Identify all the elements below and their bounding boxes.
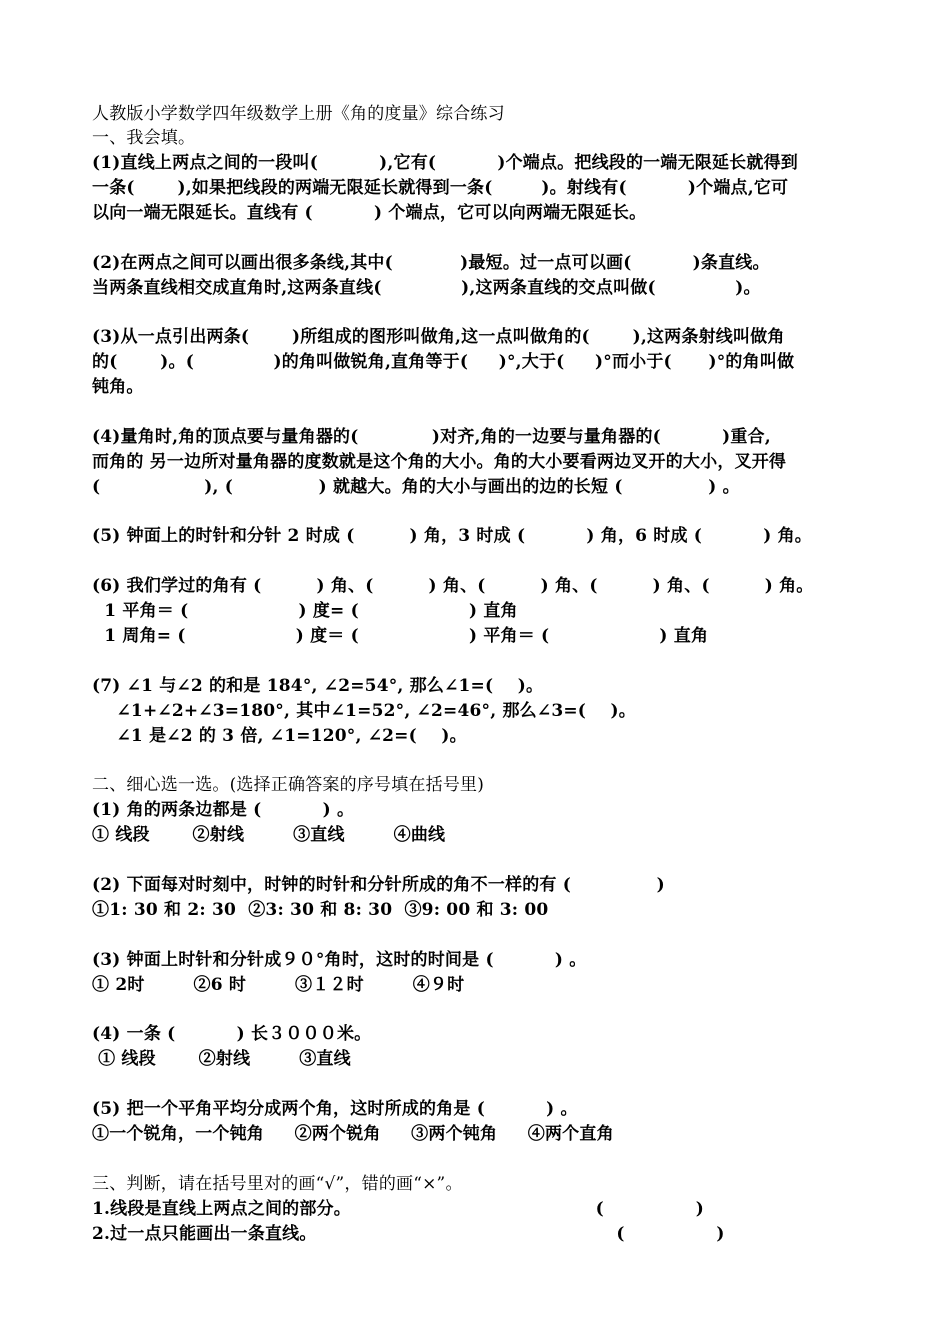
section-3-heading: 三、判断，请在括号里对的画“√”，错的画“×”。 [92, 1174, 463, 1194]
s3-item-2: 2.过一点只能画出一条直线。 ( ) [92, 1224, 725, 1244]
q6-line-2: 1 平角＝ ( ) 度= ( ) 直角 [92, 601, 518, 621]
s2-q2-options: ①1: 30 和 2: 30 ②3: 30 和 8: 30 ③9: 00 和 3: 00 [92, 900, 549, 920]
q7-line-3: ∠1 是∠2 的 3 倍, ∠1=120°, ∠2=( )。 [92, 726, 467, 746]
q7-line-1: (7) ∠1 与∠2 的和是 184°, ∠2=54°, 那么∠1=( )。 [92, 676, 544, 696]
s2-q3-options: ① 2时 ②6 时 ③１２时 ④９时 [92, 975, 465, 995]
section-1-heading: 一、我会填。 [92, 128, 196, 148]
s2-q4-options: ① 线段 ②射线 ③直线 [92, 1049, 351, 1069]
q1-line-3: 以向一端无限延长。直线有 ( ) 个端点，它可以向两端无限延长。 [92, 203, 647, 223]
section-2-heading: 二、细心选一选。(选择正确答案的序号填在括号里) [92, 775, 485, 795]
worksheet-title: 人教版小学数学四年级数学上册《角的度量》综合练习 [92, 104, 505, 124]
s2-q1-options: ① 线段 ②射线 ③直线 ④曲线 [92, 825, 446, 845]
q4-line-3: ( ), ( ) 就越大。角的大小与画出的边的长短 ( ) 。 [92, 477, 740, 497]
q5-line: (5) 钟面上的时针和分针 2 时成 ( ) 角，3 时成 ( ) 角，6 时成 ( ) 角。 [92, 526, 812, 546]
q3-line-1: (3)从一点引出两条( )所组成的图形叫做角,这一点叫做角的( ),这两条射线叫做角 [92, 327, 785, 347]
s3-item-1: 1.线段是直线上两点之间的部分。 ( ) [92, 1199, 704, 1219]
q7-line-2: ∠1+∠2+∠3=180°, 其中∠1=52°, ∠2=46°, 那么∠3=( )。 [92, 701, 636, 721]
s2-q4-question: (4) 一条 ( ) 长３０００米。 [92, 1024, 372, 1044]
s2-q2-question: (2) 下面每对时刻中，时钟的时针和分针所成的角不一样的有 ( ) [92, 875, 665, 895]
s2-q1-question: (1) 角的两条边都是 ( ) 。 [92, 800, 355, 820]
s2-q5-question: (5) 把一个平角平均分成两个角，这时所成的角是 ( ) 。 [92, 1099, 578, 1119]
q6-line-3: 1 周角= ( ) 度＝ ( ) 平角＝ ( ) 直角 [92, 626, 709, 646]
s2-q5-options: ①一个锐角，一个钝角 ②两个锐角 ③两个钝角 ④两个直角 [92, 1124, 614, 1144]
q1-line-2: 一条( ),如果把线段的两端无限延长就得到一条( )。射线有( )个端点,它可 [92, 178, 789, 198]
s2-q3-question: (3) 钟面上时针和分针成９０°角时，这时的时间是 ( ) 。 [92, 950, 587, 970]
q4-line-1: (4)量角时,角的顶点要与量角器的( )对齐,角的一边要与量角器的( )重合, [92, 427, 771, 447]
q3-line-3: 钝角。 [92, 377, 144, 397]
q2-line-2: 当两条直线相交成直角时,这两条直线( ),这两条直线的交点叫做( )。 [92, 278, 761, 298]
q3-line-2: 的( )。( )的角叫做锐角,直角等于( )°,大于( )°而小于( )°的角叫做 [92, 352, 795, 372]
q1-line-1: (1)直线上两点之间的一段叫( ),它有( )个端点。把线段的一端无限延长就得到 [92, 153, 798, 173]
q2-line-1: (2)在两点之间可以画出很多条线,其中( )最短。过一点可以画( )条直线。 [92, 253, 770, 273]
q6-line-1: (6) 我们学过的角有 ( ) 角、( ) 角、( ) 角、( ) 角、( ) 角。 [92, 576, 814, 596]
q4-line-2: 而角的 另一边所对量角器的度数就是这个角的大小。角的大小要看两边叉开的大小，叉开得 [92, 452, 787, 472]
